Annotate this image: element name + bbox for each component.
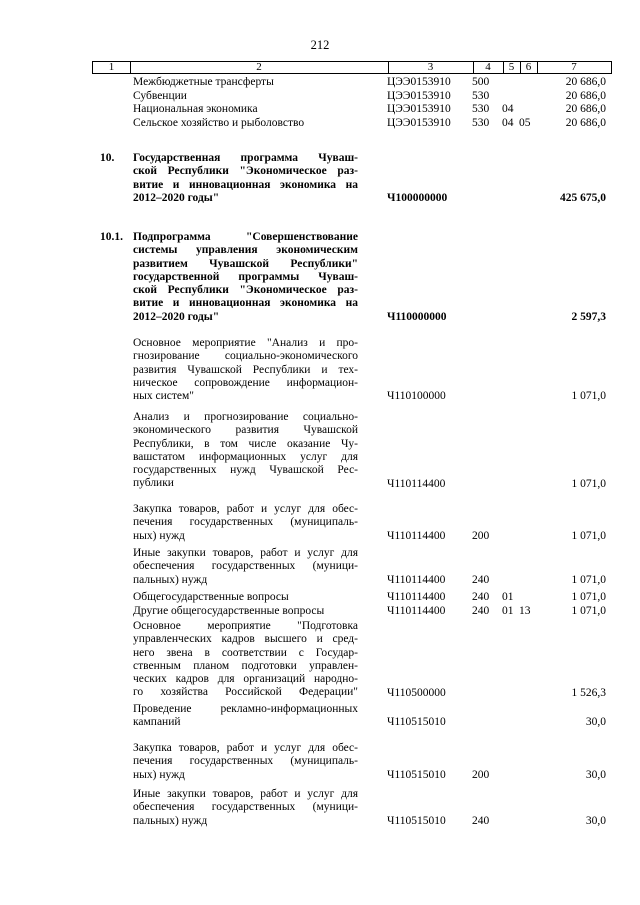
table-header: [92, 61, 612, 74]
header-col-6: 6: [520, 62, 538, 73]
row-name-line: Субвенции: [133, 89, 187, 102]
header-col-4: 4: [473, 62, 504, 73]
row-code: ЦЭЭ0153910: [387, 76, 451, 88]
row-col-6: 05: [519, 116, 531, 129]
row-name: [133, 152, 358, 205]
row-name-line: ных) нужд: [133, 529, 185, 542]
row-amount: 1 071,0: [571, 605, 606, 617]
row-amount: 20 686,0: [565, 76, 606, 88]
row-code: ЦЭЭ0153910: [387, 89, 451, 102]
row-col-4: 530: [472, 116, 490, 129]
row-code: Ч110114400: [387, 591, 446, 603]
row-name: [133, 117, 358, 130]
row-name-line: ской Республики "Экономическое раз-: [133, 284, 358, 297]
row-name: [133, 337, 358, 403]
row-name-line: ных систем": [133, 390, 194, 403]
row-name-line: Проведение рекламно-информационных: [133, 703, 358, 715]
row-code: Ч110100000: [387, 390, 446, 403]
row-code: Ч110114400: [387, 573, 446, 586]
row-col-4: 530: [472, 89, 490, 102]
row-amount: 1 071,0: [571, 390, 606, 403]
row-name: [133, 788, 358, 828]
row-name-line: обеспечения государственных (муници-: [133, 560, 358, 573]
row-name-line: государственной программы Чуваш-: [133, 270, 358, 283]
row-name-line: вашстатом информационных услуг для: [133, 450, 358, 463]
row-code: Ч100000000: [387, 191, 448, 204]
row-name: [133, 231, 358, 324]
row-name: [133, 620, 358, 700]
row-amount: 1 071,0: [571, 591, 606, 603]
row-col-4: 240: [472, 605, 490, 617]
row-name-line: Иные закупки товаров, работ и услуг для: [133, 788, 358, 800]
row-name-line: Сельское хозяйство и рыболовство: [133, 116, 305, 129]
row-name-line: 2012–2020 годы": [133, 310, 220, 323]
row-name-line: Основное мероприятие "Подготовка: [133, 620, 358, 632]
row-name-line: Анализ и прогнозирование социально-: [133, 411, 358, 423]
row-name-line: системы управления экономическим: [133, 244, 358, 257]
row-name-line: Межбюджетные трансферты: [133, 76, 274, 88]
header-col-3: 3: [388, 62, 474, 73]
header-col-5: 5: [503, 62, 521, 73]
row-name-line: развитием Чувашской Республики": [133, 257, 358, 270]
row-name-line: ническое сопровождение информацион-: [133, 376, 358, 389]
row-code: Ч110114400: [387, 477, 446, 490]
row-code: Ч110500000: [387, 686, 446, 699]
row-amount: 30,0: [585, 716, 606, 729]
row-name-line: ных) нужд: [133, 768, 185, 781]
row-name-line: Закупка товаров, работ и услуг для обес-: [133, 503, 358, 515]
row-code: Ч110000000: [387, 310, 447, 323]
row-name-line: Другие общегосударственные вопросы: [133, 605, 325, 617]
row-number: 10.1.: [100, 231, 123, 243]
row-name-line: Иные закупки товаров, работ и услуг для: [133, 547, 358, 559]
row-name: [133, 90, 358, 103]
row-name-line: него звена в соответствии с Государ-: [133, 646, 358, 659]
row-name-line: кампаний: [133, 716, 181, 729]
header-col-2: 2: [130, 62, 389, 73]
row-name: [133, 411, 358, 491]
row-name-line: Государственная программа Чуваш-: [133, 152, 358, 164]
row-name-line: ческих кадров для организаций народно-: [133, 673, 358, 686]
row-amount: 30,0: [585, 814, 606, 827]
row-col-5: 04: [502, 103, 514, 115]
row-number: 10.: [100, 152, 115, 164]
row-amount: 20 686,0: [565, 103, 606, 115]
row-code: ЦЭЭ0153910: [387, 116, 451, 129]
row-name-line: Подпрограмма "Совершенствование: [133, 231, 358, 243]
row-amount: 20 686,0: [565, 89, 606, 102]
row-name: [133, 547, 358, 587]
row-name: [133, 503, 358, 543]
header-col-7: 7: [571, 61, 577, 73]
row-col-5: 04: [502, 116, 514, 129]
row-name-line: пальных) нужд: [133, 573, 208, 586]
row-name-line: ской Республики "Экономическое раз-: [133, 165, 358, 178]
row-col-6: 13: [519, 605, 531, 617]
row-name-line: публики: [133, 477, 174, 490]
row-name: [133, 605, 358, 618]
row-col-4: 200: [472, 768, 490, 781]
row-name-line: обеспечения государственных (муници-: [133, 801, 358, 814]
row-col-4: 200: [472, 529, 490, 542]
row-code: Ч110114400: [387, 529, 446, 542]
row-name-line: го хозяйства Российской Федерации": [133, 686, 358, 699]
row-name: [133, 103, 358, 116]
row-code: Ч110515010: [387, 814, 446, 827]
row-col-4: 500: [472, 76, 490, 88]
row-code: ЦЭЭ0153910: [387, 103, 451, 115]
row-name-line: витие и инновационная экономика на: [133, 178, 358, 191]
row-name-line: ственным планом подготовки управлен-: [133, 659, 358, 672]
row-col-5: 01: [502, 591, 514, 603]
row-name-line: Республики, в том числе оказание Чу-: [133, 437, 358, 450]
row-name-line: Закупка товаров, работ и услуг для обес-: [133, 742, 358, 754]
row-col-5: 01: [502, 605, 514, 617]
row-col-4: 240: [472, 573, 490, 586]
row-name-line: 2012–2020 годы": [133, 191, 220, 204]
row-name-line: гнозирование социально-экономического: [133, 350, 358, 363]
row-name: [133, 76, 358, 89]
row-name-line: Национальная экономика: [133, 103, 258, 115]
row-name-line: развития Чувашской Республики и тех-: [133, 363, 358, 376]
row-amount: 30,0: [585, 768, 606, 781]
row-col-4: 240: [472, 591, 490, 603]
row-code: Ч110515010: [387, 768, 446, 781]
row-name-line: Основное мероприятие "Анализ и про-: [133, 337, 358, 349]
row-name-line: государственных нужд Чувашской Рес-: [133, 464, 358, 477]
row-amount: 1 071,0: [571, 529, 606, 542]
row-name: [133, 742, 358, 782]
row-amount: 2 597,3: [571, 310, 606, 323]
row-amount: 1 071,0: [571, 573, 606, 586]
row-name-line: Общегосударственные вопросы: [133, 591, 289, 603]
row-amount: 1 526,3: [571, 686, 606, 699]
row-name-line: управленческих кадров высшего и сред-: [133, 633, 358, 646]
row-amount: 1 071,0: [571, 477, 606, 490]
row-name: [133, 703, 358, 730]
row-name-line: витие и инновационная экономика на: [133, 297, 358, 310]
row-col-4: 530: [472, 103, 490, 115]
row-name-line: экономического развития Чувашской: [133, 424, 358, 437]
row-amount: 20 686,0: [565, 116, 606, 129]
row-code: Ч110114400: [387, 605, 446, 617]
row-name-line: печения государственных (муниципаль-: [133, 755, 358, 768]
row-col-4: 240: [472, 814, 490, 827]
page-number: 212: [310, 38, 330, 52]
row-code: Ч110515010: [387, 716, 446, 729]
row-name-line: пальных) нужд: [133, 814, 208, 827]
header-col-1: 1: [93, 62, 131, 73]
row-amount: 425 675,0: [560, 191, 606, 204]
row-name: [133, 591, 358, 604]
row-name-line: печения государственных (муниципаль-: [133, 516, 358, 529]
